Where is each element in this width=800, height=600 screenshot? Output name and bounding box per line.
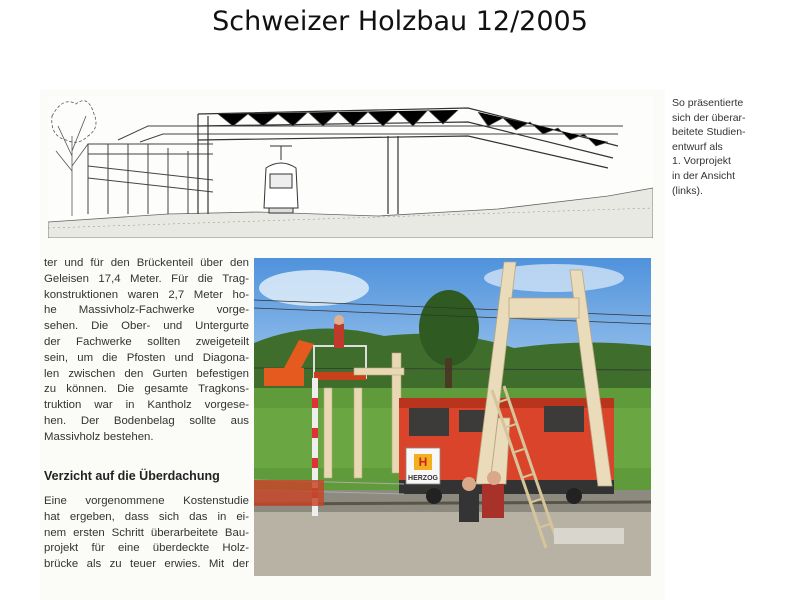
svg-text:H: H xyxy=(418,455,428,469)
text-line: Eine vorgenommene Kostenstudie xyxy=(44,495,249,507)
text-line: ter und für den Brückenteil über den xyxy=(44,257,249,269)
text-line: Massivholz bestehen. xyxy=(44,430,154,443)
text-line: len zwischen den Gurten befestigen xyxy=(44,367,249,380)
sign-label: HERZOG xyxy=(408,475,438,482)
text-line: hat ergeben, dass sich das in ei- xyxy=(44,510,249,523)
text-line: sehen. Die Ober- und Untergurte xyxy=(44,320,249,333)
bridge-elevation-drawing xyxy=(48,96,653,238)
text-line: Geleisen 17,4 Meter. Für die Trag- xyxy=(44,272,249,285)
text-line: sein, um die Pfosten und Diagona- xyxy=(44,351,249,364)
text-line: brücke als zu teuer erwies. Mit der xyxy=(44,558,249,571)
article-paragraph-1 xyxy=(44,256,249,446)
caption-line: So präsentierte xyxy=(672,97,744,109)
slide-title: Schweizer Holzbau 12/2005 xyxy=(212,6,588,37)
caption-line: entwurf als xyxy=(672,140,723,153)
text-line: he Massivholz-Fachwerke vorge- xyxy=(44,304,249,317)
text-line: hen. Der Bodenbelag sollte aus xyxy=(44,414,249,427)
caption-line: 1. Vorprojekt xyxy=(672,155,731,168)
text-line: konstruktionen waren 2,7 Meter ho- xyxy=(44,288,249,301)
text-line: zu können. Die gesamte Tragkons- xyxy=(44,383,249,396)
section-heading: Verzicht auf die Überdachung xyxy=(44,469,220,483)
caption-line: in der Ansicht xyxy=(672,169,736,182)
drawing-caption xyxy=(672,96,782,198)
text-line: der Fachwerke sollten zweigeteilt xyxy=(44,335,249,348)
text-line: nem ersten Schritt überarbeitete Bau- xyxy=(44,526,249,539)
caption-line: (links). xyxy=(672,184,703,197)
construction-photo xyxy=(254,258,651,576)
herzog-sign xyxy=(406,448,440,484)
text-line: projekt für eine überdeckte Holz- xyxy=(44,542,249,555)
article-paragraph-2 xyxy=(44,494,249,573)
text-line: truktion war in Kantholz vorgese- xyxy=(44,399,249,412)
caption-line: sich der überar- xyxy=(672,111,746,124)
caption-line: beitete Studien- xyxy=(672,126,746,139)
